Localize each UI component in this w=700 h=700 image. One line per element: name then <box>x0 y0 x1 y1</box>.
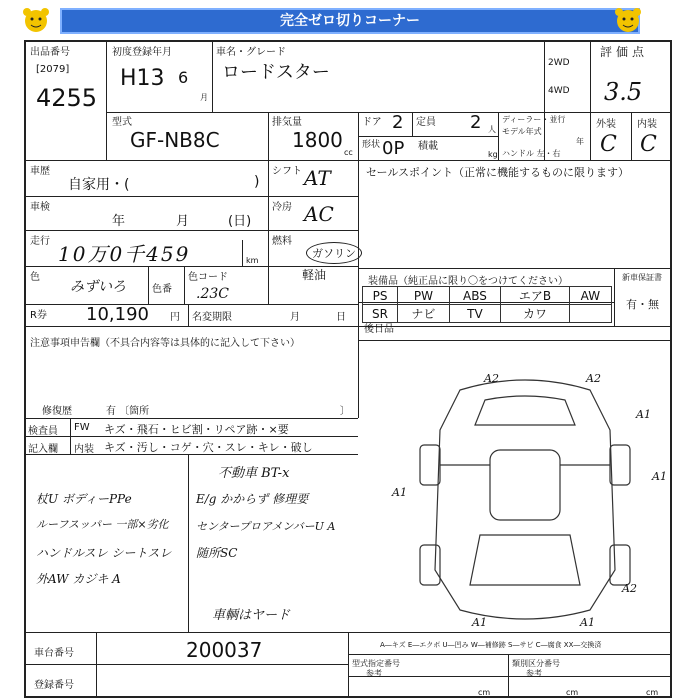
equipment-tv: TV <box>449 305 500 323</box>
shape-value: 0P <box>382 138 405 159</box>
sales-point-label: セールスポイント（正常に機能するものに限ります） <box>366 166 630 179</box>
warranty-label: 新車保証書 <box>622 273 662 282</box>
history-label: 車歴 <box>30 166 50 177</box>
inspection-label: 車検 <box>30 202 50 213</box>
equipment-airbag: エアB <box>501 287 570 305</box>
doors-value: 2 <box>392 112 404 133</box>
cargo-label: 積載 <box>418 141 438 152</box>
shift-value: AT <box>304 166 331 190</box>
banner-title: 完全ゼロ切りコーナー <box>280 13 420 29</box>
inspector-fw: FW <box>74 422 90 433</box>
color-code-label: 色コード <box>188 272 228 283</box>
mascot-right-icon <box>612 6 644 36</box>
shape-label: 形状 <box>362 140 381 150</box>
mileage-label: 走行 <box>30 236 50 247</box>
diagram-mark-4: A1 <box>652 470 667 483</box>
remark-3: E/g かからず 修理要 <box>196 492 309 506</box>
plate-label: 登録番号 <box>34 680 74 691</box>
recycle-value: 10,190 <box>86 304 149 325</box>
cm-unit-1: cm <box>478 688 491 697</box>
recycle-unit: 円 <box>170 312 180 323</box>
repair-value: 有 〔箇所 <box>106 406 150 417</box>
evaluation-ext-value: C <box>600 132 617 157</box>
equipment-abs: ABS <box>449 287 500 305</box>
evaluation-int-label: 内装 <box>637 119 657 130</box>
drive-2wd: 2WD <box>548 58 570 68</box>
diagram-mark-2: A2 <box>586 372 601 385</box>
equipment-sr: SR <box>363 305 398 323</box>
aircon-value: AC <box>304 202 334 226</box>
diagram-mark-3: A1 <box>636 408 651 421</box>
notes-label: 注意事項申告欄（不具合内容等は具体的に記入して下さい） <box>30 338 300 349</box>
inspector-label-1: 検査員 <box>28 426 58 437</box>
repair-close: 〕 <box>340 406 350 417</box>
car-name: ロードスター <box>222 62 330 83</box>
inspection-month: 月 <box>176 214 190 229</box>
equipment-aw: AW <box>569 287 611 305</box>
inspection-year: 年 <box>112 214 126 229</box>
aircon-label: 冷房 <box>272 202 292 213</box>
evaluation-label: 評価点 <box>600 45 649 59</box>
mascot-left-icon <box>20 6 52 36</box>
remark-5: センタープロアメンバーU A <box>196 520 336 533</box>
registration-label: 初度登録年月 <box>112 47 172 58</box>
dealer-label: ディーラー・並行 <box>502 115 566 124</box>
remark-1: 不動車 BT-x <box>218 466 290 481</box>
registration-month: 6 <box>178 68 189 87</box>
car-label: 車名・グレード <box>216 47 286 58</box>
category-ref: 参考 <box>526 669 542 678</box>
inspector-fw-items: キズ・飛石・ヒビ割・リペア跡・×要 <box>104 423 289 436</box>
doors-label: ドア <box>362 117 382 128</box>
displacement-value: 1800 <box>292 128 343 152</box>
type-designation-label: 型式指定番号 <box>352 659 400 668</box>
capacity-value: 2 <box>470 112 482 133</box>
history-value: 自家用・( <box>68 177 130 193</box>
equipment-pw: PW <box>398 287 450 305</box>
inspector-interior-items: キズ・汚し・コゲ・穴・スレ・キレ・破し <box>104 441 313 454</box>
remark-4: ルーフスッパー 一部×劣化 <box>36 518 169 531</box>
inspection-day: (日) <box>228 214 252 229</box>
fuel-gas: ガソリン <box>306 242 362 264</box>
diagram-mark-1: A2 <box>484 372 499 385</box>
repair-label: 修復歴 <box>42 406 72 417</box>
shift-label: シフト <box>272 166 302 177</box>
equipment-leather: カワ <box>501 305 570 323</box>
diagram-mark-7: A1 <box>472 616 487 629</box>
dealer-year-unit: 年 <box>576 137 584 146</box>
displacement-unit: cc <box>344 148 353 157</box>
capacity-unit: 人 <box>488 125 496 134</box>
remark-7: 随所SC <box>196 546 238 560</box>
banner <box>60 8 640 34</box>
drive-4wd: 4WD <box>548 86 570 96</box>
lot-sub: [2079] <box>36 64 70 75</box>
evaluation-score: 3.5 <box>604 78 643 106</box>
equipment-table <box>362 286 612 323</box>
dealer-model-year: モデル年式 <box>502 127 542 136</box>
type-designation-ref: 参考 <box>366 669 382 678</box>
lot-number: 4255 <box>36 84 98 112</box>
chassis-label: 車台番号 <box>34 648 74 659</box>
color-code: .23C <box>196 286 229 302</box>
remark-8: 外AW カジキ A <box>36 572 121 586</box>
recycle-label: R券 <box>30 310 47 321</box>
warranty-value: 有・無 <box>626 298 659 311</box>
registration-month-unit: 月 <box>200 93 208 102</box>
cm-unit-3: cm <box>646 688 659 697</box>
fuel-diesel: 軽油 <box>302 268 327 282</box>
model-value: GF-NB8C <box>130 128 220 152</box>
cm-unit-2: cm <box>566 688 579 697</box>
model-label: 型式 <box>112 117 132 128</box>
remark-6: ハンドルスレ シートスレ <box>36 546 172 560</box>
registration-era-year: H13 <box>120 66 165 91</box>
inspector-label-2: 記入欄 <box>28 444 58 455</box>
capacity-label: 定員 <box>416 117 436 128</box>
evaluation-int-value: C <box>640 132 657 157</box>
mileage-unit: km <box>246 256 259 265</box>
fuel-label: 燃料 <box>272 236 292 247</box>
category-label: 類別区分番号 <box>512 659 560 668</box>
equipment-navi: ナビ <box>398 305 450 323</box>
color-value: みずいろ <box>70 279 126 295</box>
color-label: 色 <box>30 272 40 283</box>
equipment-label: 装備品（純正品に限り〇をつけてください） <box>368 276 568 287</box>
color-number-label: 色番 <box>152 284 172 295</box>
mileage-value: 10万0千459 <box>58 242 191 266</box>
diagram-mark-8: A1 <box>580 616 595 629</box>
equipment-ps: PS <box>363 287 398 305</box>
legend-text: A―キズ E―エクボ U―凹み W―補修跡 S―サビ C―腐食 XX―交換済 <box>380 641 602 649</box>
inspector-interior: 内装 <box>74 444 94 455</box>
displacement-label: 排気量 <box>272 117 302 128</box>
lot-label: 出品番号 <box>30 47 70 58</box>
chassis-value: 200037 <box>186 638 263 662</box>
remark-9: 車輌はヤード <box>212 608 291 623</box>
diagram-mark-6: A2 <box>622 582 637 595</box>
name-change-month: 月 <box>290 312 300 323</box>
history-close: ) <box>254 174 260 190</box>
name-change-label: 名変期限 <box>192 312 232 323</box>
cargo-unit: kg <box>488 150 498 159</box>
evaluation-ext-label: 外装 <box>596 119 616 130</box>
remark-2: 杖U ボディーPPe <box>36 492 132 506</box>
diagram-mark-5: A1 <box>392 486 407 499</box>
aftermarket-label: 後日品 <box>364 324 394 335</box>
dealer-handle: ハンドル 左・右 <box>502 149 561 158</box>
name-change-day: 日 <box>336 312 346 323</box>
